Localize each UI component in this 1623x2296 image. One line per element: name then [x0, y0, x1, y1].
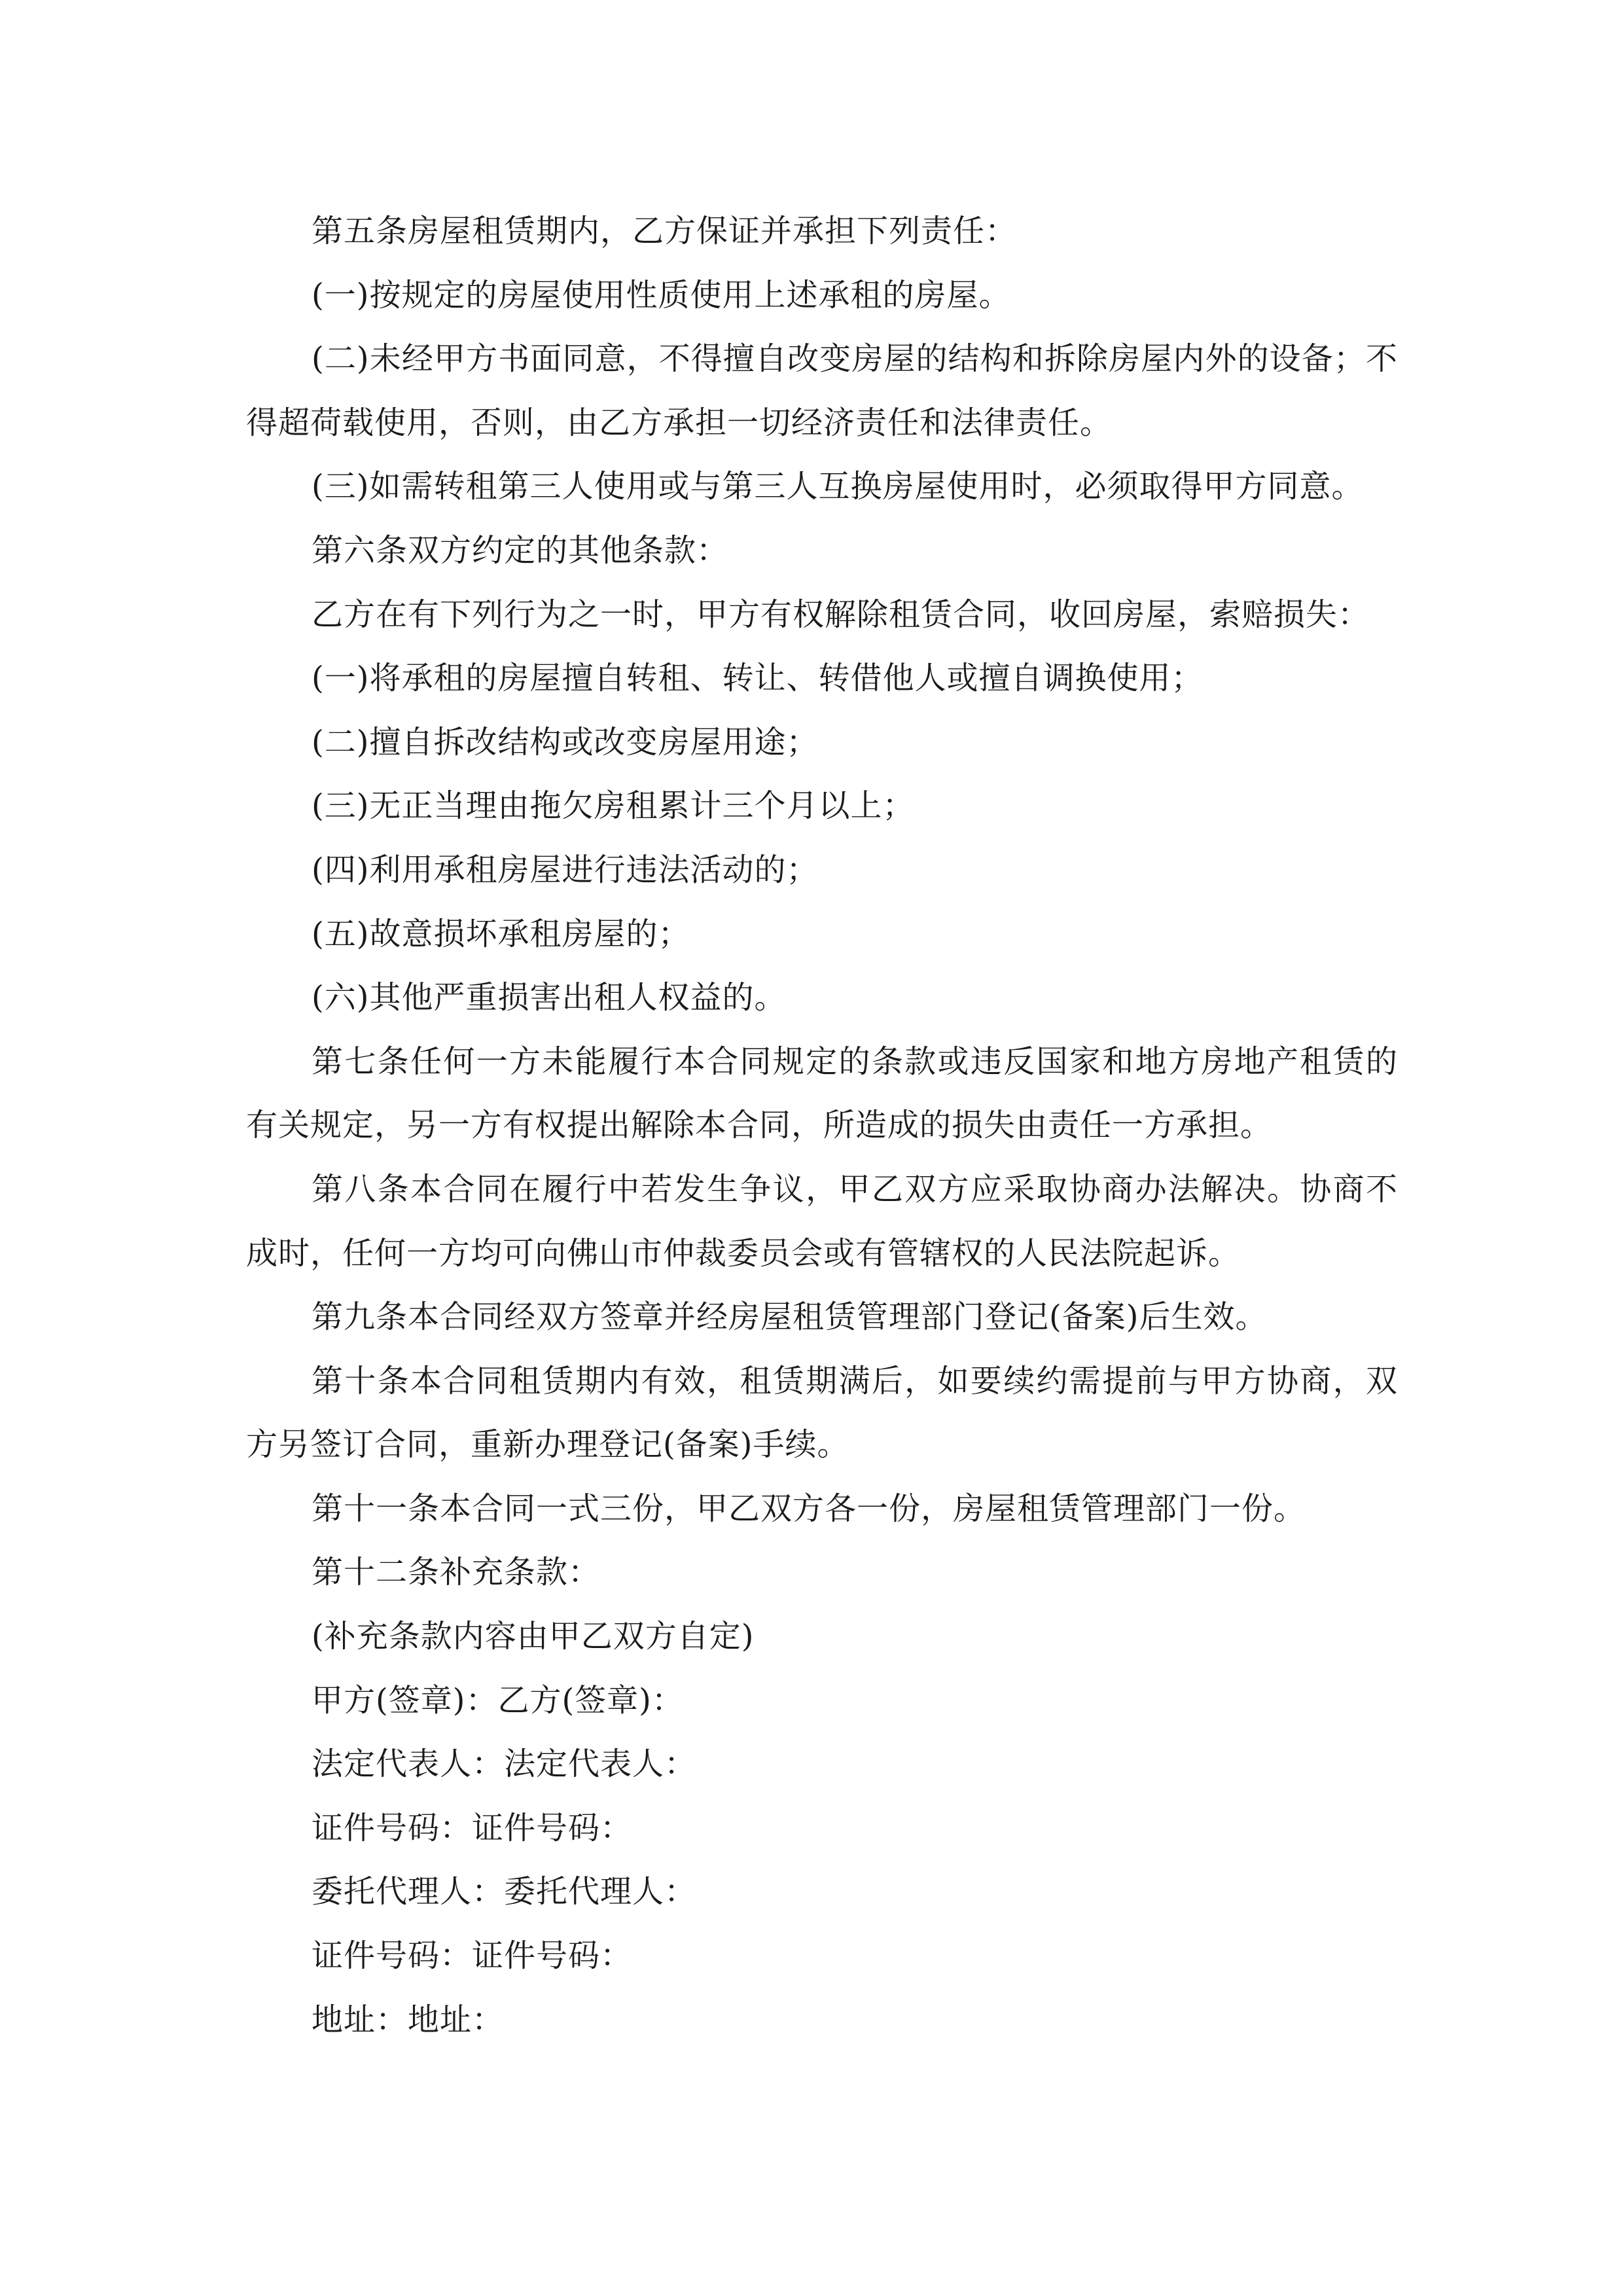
- paragraph-article-6-item-3: (三)无正当理由拖欠房租累计三个月以上；: [312, 787, 915, 825]
- paragraph-article-6: 第六条双方约定的其他条款：: [312, 531, 729, 569]
- paragraph-article-5-item-3: (三)如需转租第三人使用或与第三人互换房屋使用时，必须取得甲方同意。: [312, 468, 1364, 505]
- paragraph-article-8: 第八条本合同在履行中若发生争议，甲乙双方应采取协商办法解决。协商不成时，任何一方均可向佛山市仲裁委员会或有管辖权的人民法院起诉。: [246, 1170, 1398, 1272]
- signature-address-line: 地址：地址：: [312, 2001, 505, 2038]
- paragraph-article-9: 第九条本合同经双方签章并经房屋租赁管理部门登记(备案)后生效。: [312, 1299, 1268, 1336]
- paragraph-article-6-item-2: (二)擅自拆改结构或改变房屋用途；: [312, 723, 819, 761]
- signature-agent-line: 委托代理人：委托代理人：: [312, 1873, 697, 1910]
- paragraph-article-5-item-1: (一)按规定的房屋使用性质使用上述承租的房屋。: [312, 276, 1011, 314]
- paragraph-article-5: 第五条房屋租赁期内，乙方保证并承担下列责任：: [312, 213, 1018, 249]
- paragraph-article-6-item-1: (一)将承租的房屋擅自转租、转让、转借他人或擅自调换使用；: [312, 660, 1204, 697]
- paragraph-article-10: 第十条本合同租赁期内有效，租赁期满后，如要续约需提前与甲方协商，双方另签订合同，重新办理登记(备案)手续。: [246, 1362, 1398, 1463]
- signature-party-line: 甲方(签章)：乙方(签章)：: [312, 1681, 684, 1719]
- signature-id-number-line: 证件号码：证件号码：: [312, 1809, 633, 1846]
- paragraph-article-5-item-2: (二)未经甲方书面同意，不得擅自改变房屋的结构和拆除房屋内外的设备；不得超荷载使用，否则，由乙方承担一切经济责任和法律责任。: [246, 340, 1398, 441]
- paragraph-article-7: 第七条任何一方未能履行本合同规定的条款或违反国家和地方房地产租赁的有关规定，另一方有权提出解除本合同，所造成的损失由责任一方承担。: [246, 1043, 1398, 1144]
- contract-body: [246, 200, 1398, 2052]
- paragraph-article-6-item-4: (四)利用承租房屋进行违法活动的；: [312, 851, 819, 888]
- paragraph-article-12: 第十二条补充条款：: [312, 1554, 601, 1591]
- paragraph-article-6-item-6: (六)其他严重损害出租人权益的。: [312, 979, 787, 1016]
- signature-agent-id-line: 证件号码：证件号码：: [312, 1937, 633, 1975]
- paragraph-article-11: 第十一条本合同一式三份，甲乙双方各一份，房屋租赁管理部门一份。: [312, 1490, 1306, 1527]
- paragraph-article-6-item-5: (五)故意损坏承租房屋的；: [312, 915, 690, 952]
- paragraph-article-6-intro: 乙方在有下列行为之一时，甲方有权解除租赁合同，收回房屋，索赔损失：: [312, 596, 1370, 633]
- signature-legal-rep-line: 法定代表人：法定代表人：: [312, 1746, 697, 1783]
- paragraph-supplement-note: (补充条款内容由甲乙双方自定): [312, 1618, 755, 1655]
